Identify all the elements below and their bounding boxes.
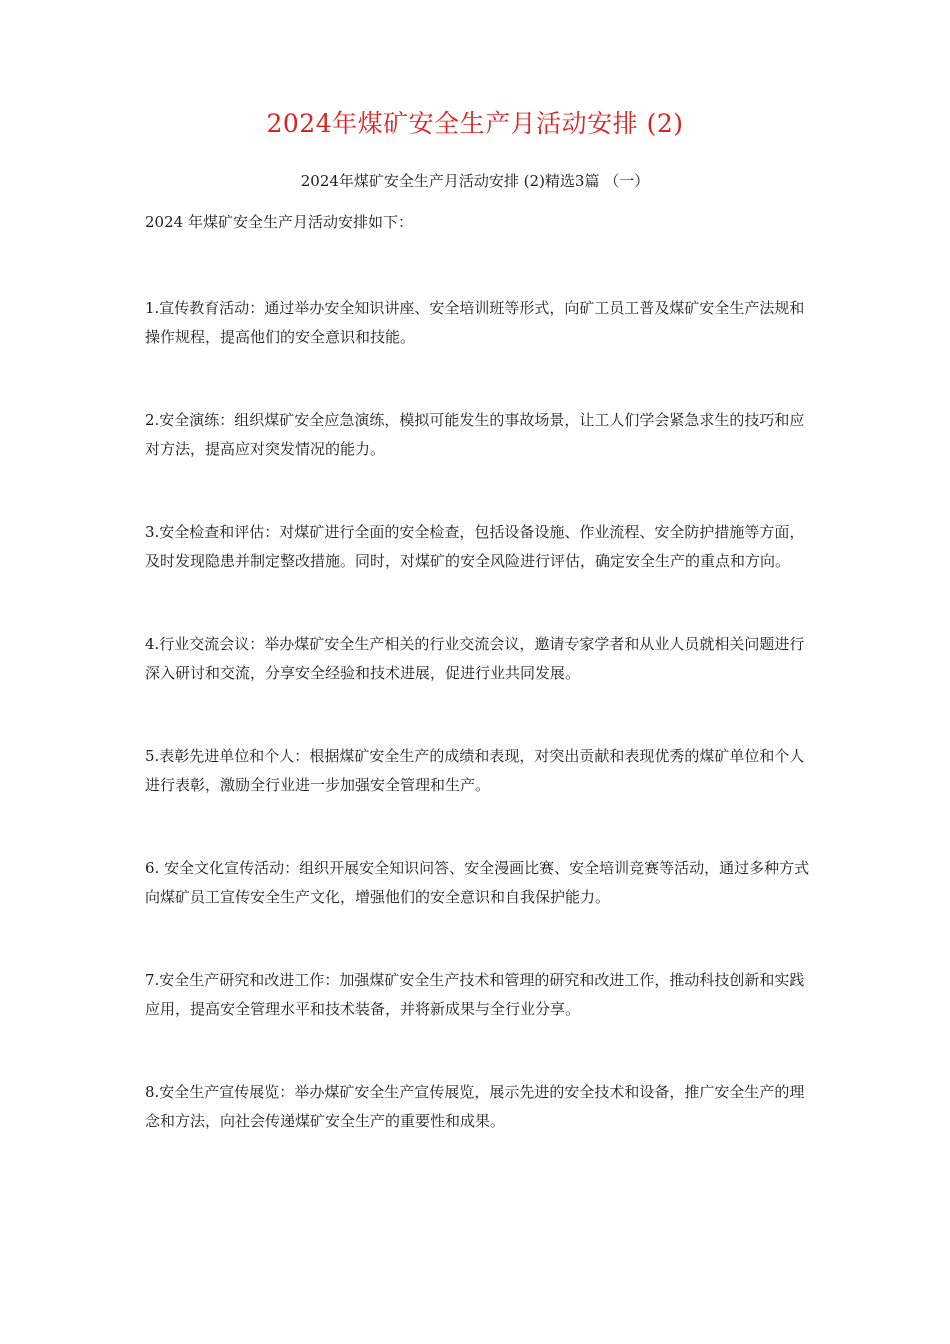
list-item: 7.安全生产研究和改进工作：加强煤矿安全生产技术和管理的研究和改进工作，推动科技创新和实践应用，提高安全管理水平和技术装备，并将新成果与全行业分享。 (145, 971, 805, 1018)
list-item: 1.宣传教育活动：通过举办安全知识讲座、安全培训班等形式，向矿工员工普及煤矿安全生产法规和操作规程，提高他们的安全意识和技能。 (145, 299, 805, 346)
document-title: 2024年煤矿安全生产月活动安排 (2) (266, 109, 684, 138)
list-item: 6. 安全文化宣传活动：组织开展安全知识问答、安全漫画比赛、安全培训竞赛等活动，通过多种方式向煤矿员工宣传安全生产文化，增强他们的安全意识和自我保护能力。 (145, 859, 810, 906)
list-item: 4.行业交流会议：举办煤矿安全生产相关的行业交流会议，邀请专家学者和从业人员就相关问题进行深入研讨和交流，分享安全经验和技术进展，促进行业共同发展。 (145, 635, 805, 682)
intro-paragraph: 2024 年煤矿安全生产月活动安排如下： (145, 213, 413, 231)
document-subtitle: 2024年煤矿安全生产月活动安排 (2)精选3篇 （一） (300, 172, 650, 190)
activity-list (145, 294, 817, 1190)
list-item: 3.安全检查和评估：对煤矿进行全面的安全检查，包括设备设施、作业流程、安全防护措施等方面，及时发现隐患并制定整改措施。同时，对煤矿的安全风险进行评估，确定安全生产的重点和方向。 (145, 523, 805, 570)
list-item: 8.安全生产宣传展览：举办煤矿安全生产宣传展览，展示先进的安全技术和设备，推广安全生产的理念和方法，向社会传递煤矿安全生产的重要性和成果。 (145, 1083, 805, 1130)
list-item: 5.表彰先进单位和个人：根据煤矿安全生产的成绩和表现，对突出贡献和表现优秀的煤矿单位和个人进行表彰，激励全行业进一步加强安全管理和生产。 (145, 747, 805, 794)
list-item: 2.安全演练：组织煤矿安全应急演练，模拟可能发生的事故场景，让工人们学会紧急求生的技巧和应对方法，提高应对突发情况的能力。 (145, 411, 805, 458)
